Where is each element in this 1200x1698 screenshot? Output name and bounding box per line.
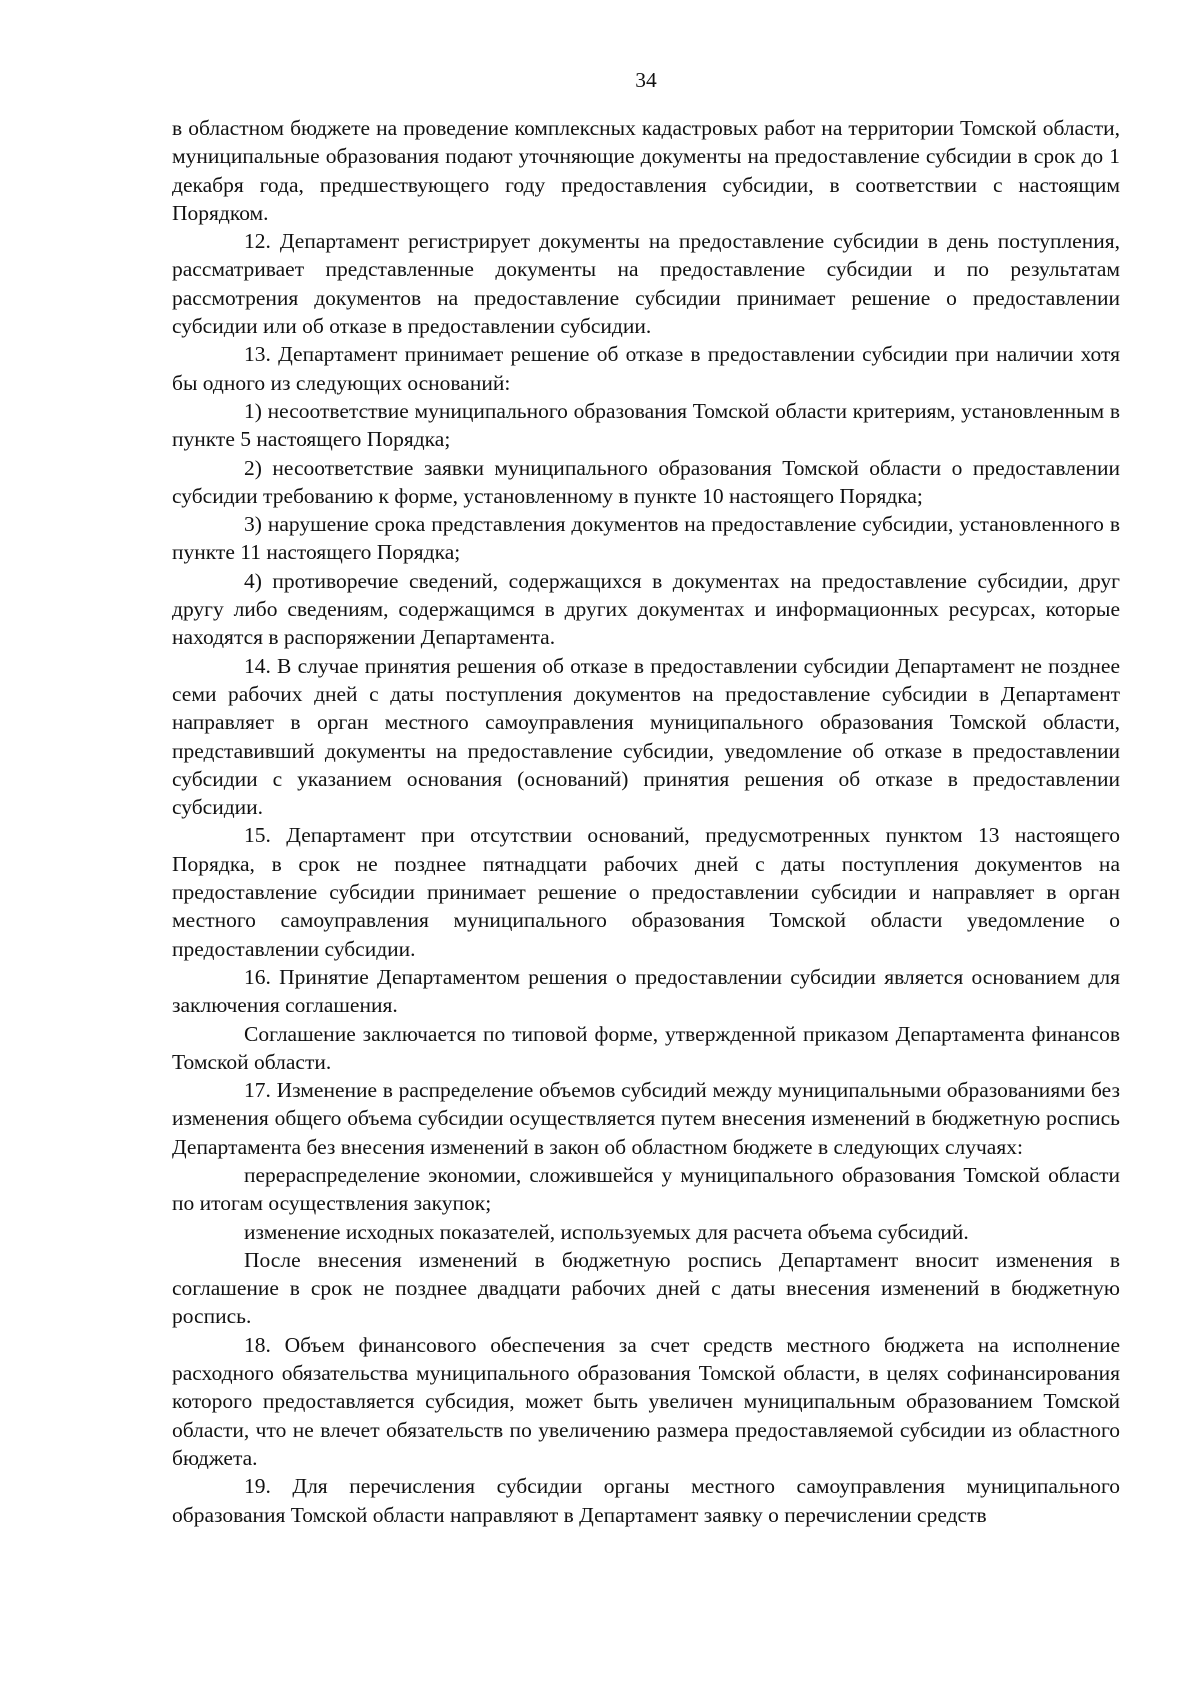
paragraph-subitem-4: 4) противоречие сведений, содержащихся в документах на предоставление субсидии, друг другу либо сведениям, содержащимся в других документах и информационных ресурсах, которые находятся в распоряжении Департамента. <box>172 568 1120 650</box>
paragraph-subitem-2: 2) несоответствие заявки муниципального образования Томской области о предоставлении субсидии требованию к форме, установленному в пункте 10 настоящего Порядка; <box>172 455 1120 508</box>
paragraph-item-12: 12. Департамент регистрирует документы на предоставление субсидии в день поступления, рассматривает представленные документы на предоставление субсидии и по результатам рассмотрения документов на предоставление субсидии принимает решение о предоставлении субсидии или об отказе в предоставлении субсидии. <box>172 229 1120 339</box>
paragraph-continuation: в областном бюджете на проведение комплексных кадастровых работ на территории Томской области, муниципальные образования подают уточняющие документы на предоставление субсидии в срок до 1 декабря года, предшествующего году предоставления субсидии, в соответствии с настоящим Порядком. <box>172 116 1120 225</box>
paragraph-case-indicators: изменение исходных показателей, используемых для расчета объема субсидий. <box>244 1219 969 1244</box>
document-page <box>172 66 1120 1529</box>
paragraph-case-savings: перераспределение экономии, сложившейся у муниципального образования Томской области по итогам осуществления закупок; <box>172 1162 1120 1216</box>
paragraph-item-15: 15. Департамент при отсутствии оснований, предусмотренных пунктом 13 настоящего Порядка, в срок не позднее пятнадцати рабочих дней с даты поступления документов на предоставление субсидии принимает решение о предоставлении субсидии и направляет в орган местного самоуправления муниципального образования Томской области уведомление о предоставлении субсидии. <box>172 823 1120 961</box>
paragraph-agreement-form: Соглашение заключается по типовой форме, утвержденной приказом Департамента финансов Томской области. <box>172 1021 1120 1074</box>
paragraph-subitem-1: 1) несоответствие муниципального образования Томской области критериям, установленным в пункте 5 настоящего Порядка; <box>172 398 1120 452</box>
paragraph-item-16: 16. Принятие Департаментом решения о предоставлении субсидии является основанием для заключения соглашения. <box>172 964 1120 1018</box>
paragraph-item-14: 14. В случае принятия решения об отказе в предоставлении субсидии Департамент не позднее семи рабочих дней с даты поступления документов на предоставление субсидии в Департамент направляет в орган местного самоуправления муниципального образования Томской области, представивший документы на предоставление субсидии, уведомление об отказе в предоставлении субсидии с указанием основания (оснований) принятия решения об отказе в предоставлении субсидии. <box>172 653 1120 820</box>
paragraph-item-17: 17. Изменение в распределение объемов субсидий между муниципальными образованиями без изменения общего объема субсидии осуществляется путем внесения изменений в бюджетную роспись Департамента без внесения изменений в закон об областном бюджете в следующих случаях: <box>172 1078 1120 1159</box>
paragraph-item-18: 18. Объем финансового обеспечения за счет средств местного бюджета на исполнение расходного обязательства муниципального образования Томской области, в целях софинансирования которого предоставляется субсидия, может быть увеличен муниципальным образованием Томской области, что не влечет обязательств по увеличению размера предоставляемой субсидии из областного бюджета. <box>172 1332 1120 1470</box>
paragraph-item-13: 13. Департамент принимает решение об отказе в предоставлении субсидии при наличии хотя бы одного из следующих оснований: <box>172 342 1120 395</box>
page-number: 34 <box>635 68 657 92</box>
paragraph-subitem-3: 3) нарушение срока представления документов на предоставление субсидии, установленного в пункте 11 настоящего Порядка; <box>172 512 1120 565</box>
paragraph-after-changes: После внесения изменений в бюджетную роспись Департамент вносит изменения в соглашение в срок не позднее двадцати рабочих дней с даты внесения изменений в бюджетную роспись. <box>172 1247 1120 1329</box>
paragraph-item-19: 19. Для перечисления субсидии органы местного самоуправления муниципального образования Томской области направляют в Департамент заявку о перечислении средств <box>172 1474 1120 1527</box>
